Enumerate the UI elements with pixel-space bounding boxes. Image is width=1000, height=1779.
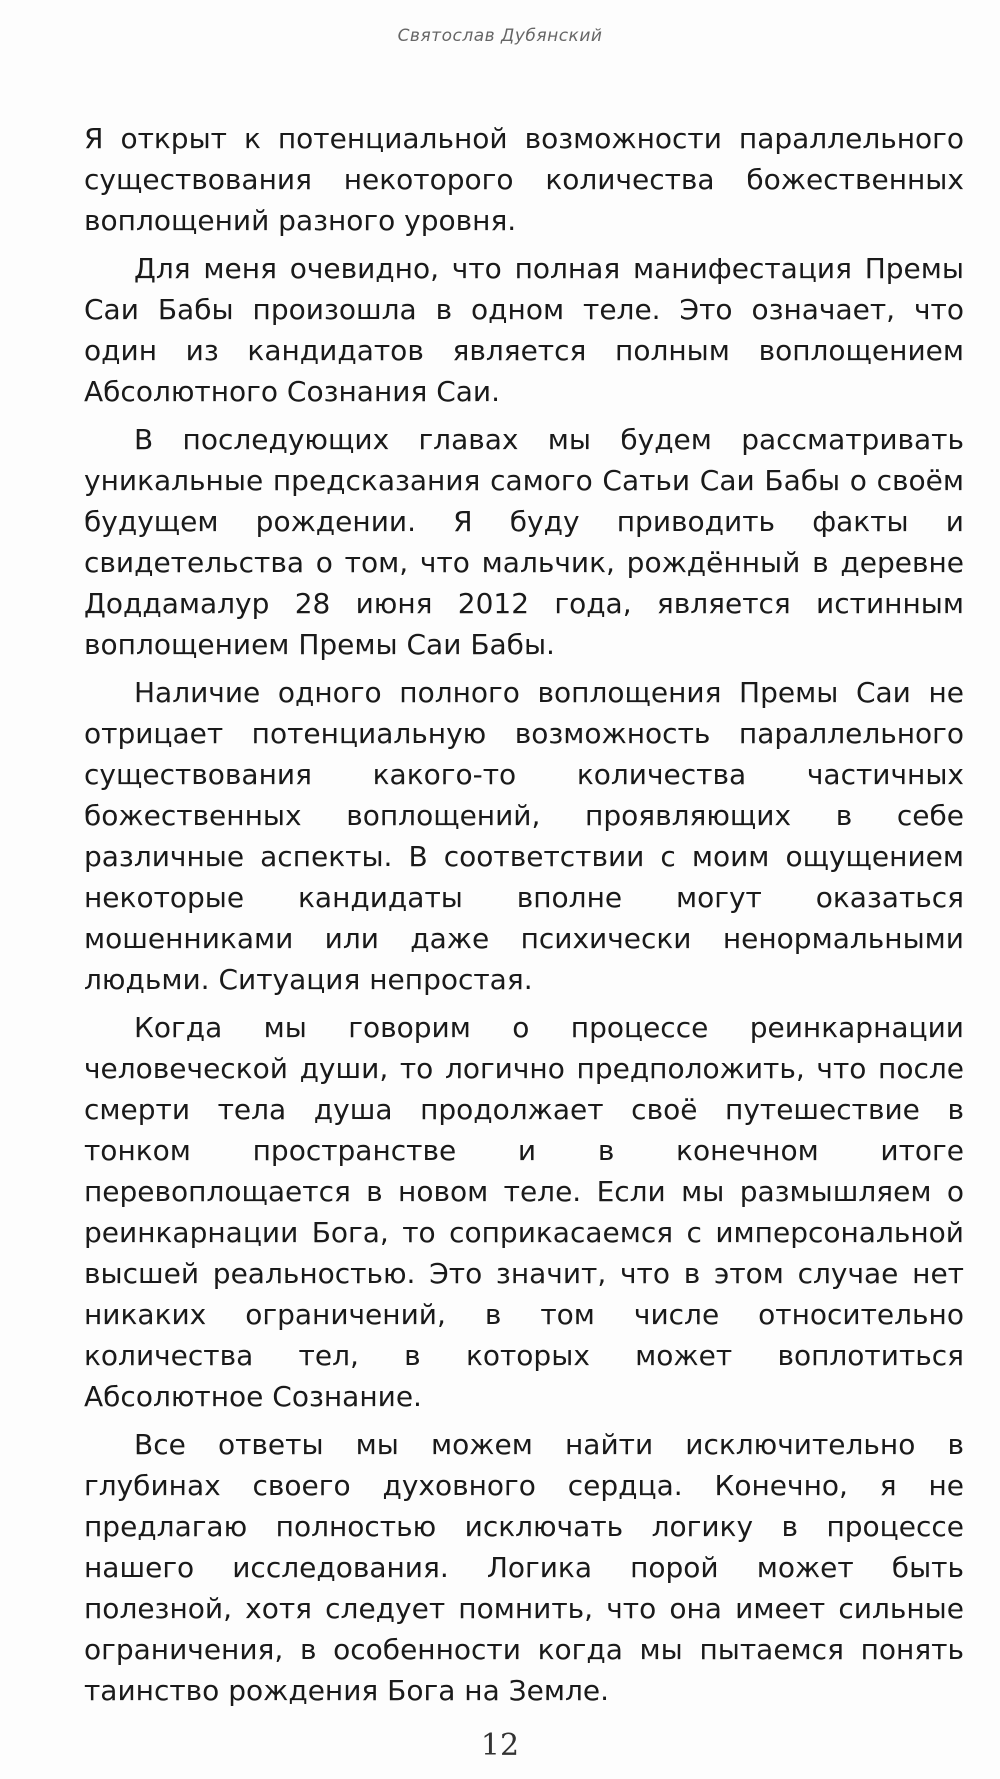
paragraph-1: Я открыт к потенциальной возможности параллельного существования некоторого количества божественных воплощений разного уровня. xyxy=(84,122,964,237)
page-number: 12 xyxy=(480,1728,520,1763)
paragraph-6: Все ответы мы можем найти исключительно в глубинах своего духовного сердца. Конечно, я не предлагаю полностью исключать логику в процессе нашего исследования. Логика порой может быть полезной, хотя следует помнить, что она имеет сильные ограничения, в особенности когда мы пытаемся понять таинство рождения Бога на Земле. xyxy=(84,1428,964,1707)
paragraph-2: Для меня очевидно, что полная манифестация Премы Саи Бабы произошла в одном теле. Это означает, что один из кандидатов является полным воплощением Абсолютного Сознания Саи. xyxy=(84,252,964,408)
paragraph-3: В последующих главах мы будем рассматривать уникальные предсказания самого Сатьи Саи Бабы о своём будущем рождении. Я буду приводить факты и свидетельства о том, что мальчик, рождённый в деревне Доддамалур 28 июня 2012 года, является истинным воплощением Премы Саи Бабы. xyxy=(84,423,964,661)
page-body xyxy=(84,118,964,1718)
paragraph-5: Когда мы говорим о процессе реинкарнации человеческой души, то логично предположить, что после смерти тела душа продолжает своё путешествие в тонком пространстве и в конечном итоге перевоплощается в новом теле. Если мы размышляем о реинкарнации Бога, то соприкасаемся с имперсональной высшей реальностью. Это значит, что в этом случае нет никаких ограничений, в том числе относительно количества тел, в которых может воплотиться Абсолютное Сознание. xyxy=(84,1011,964,1413)
paragraph-4: Наличие одного полного воплощения Премы Саи не отрицает потенциальную возможность параллельного существования какого-то количества частичных божественных воплощений, проявляющих в себе различные аспекты. В соответствии с моим ощущением некоторые кандидаты вполне могут оказаться мошенниками или даже психически ненормальными людьми. Ситуация непростая. xyxy=(84,676,964,996)
running-header-author: Святослав Дубянский xyxy=(397,26,603,46)
